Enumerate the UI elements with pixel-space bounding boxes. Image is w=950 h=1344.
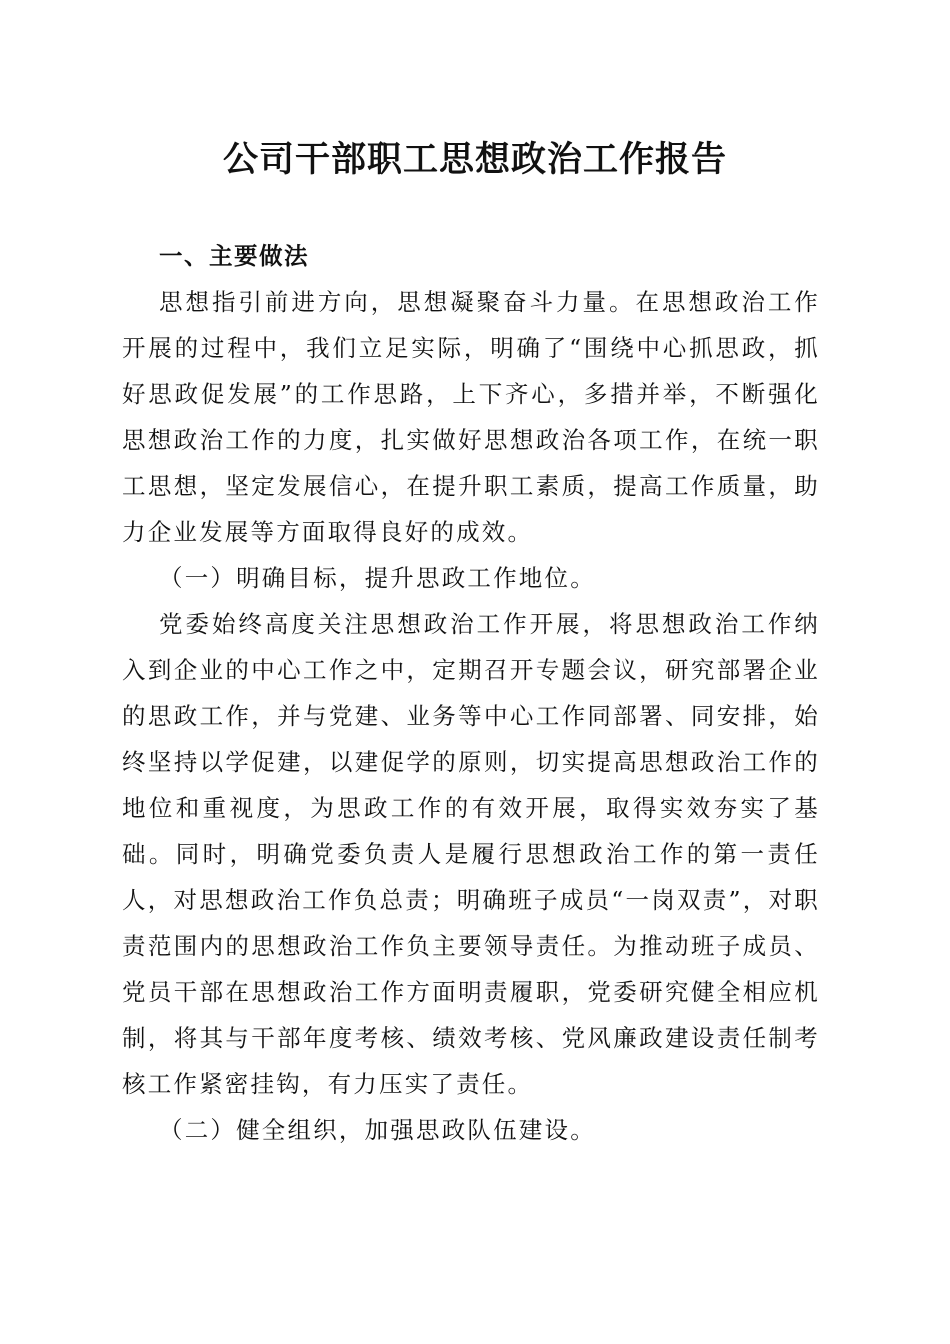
document-body — [122, 233, 820, 1153]
section-heading-main-practices: 一、主要做法 — [159, 242, 309, 270]
paragraph-party-committee: 党委始终高度关注思想政治工作开展，将思想政治工作纳入到企业的中心工作之中，定期召开专题会议，研究部署企业的思政工作，并与党建、业务等中心工作同部署、同安排，始终坚持以学促建，以建促学的原则，切实提高思想政治工作的地位和重视度，为思政工作的有效开展，取得实效夯实了基础。同时，明确党委负责人是履行思想政治工作的第一责任人，对思想政治工作负总责；明确班子成员“一岗双责”，对职责范围内的思想政治工作负主要领导责任。为推动班子成员、党员干部在思想政治工作方面明责履职，党委研究健全相应机制，将其与干部年度考核、绩效考核、党风廉政建设责任制考核工作紧密挂钩，有力压实了责任。 — [122, 610, 820, 1098]
subheading-sound-organization: （二）健全组织，加强思政队伍建设。 — [159, 1116, 596, 1144]
document-title: 公司干部职工思想政治工作报告 — [222, 139, 727, 180]
paragraph-intro: 思想指引前进方向，思想凝聚奋斗力量。在思想政治工作开展的过程中，我们立足实际，明确了“围绕中心抓思政，抓好思政促发展”的工作思路，上下齐心，多措并举，不断强化思想政治工作的力度，扎实做好思想政治各项工作，在统一职工思想，坚定发展信心，在提升职工素质，提高工作质量，助力企业发展等方面取得良好的成效。 — [122, 288, 820, 546]
subheading-clear-goals: （一）明确目标，提升思政工作地位。 — [159, 564, 596, 592]
